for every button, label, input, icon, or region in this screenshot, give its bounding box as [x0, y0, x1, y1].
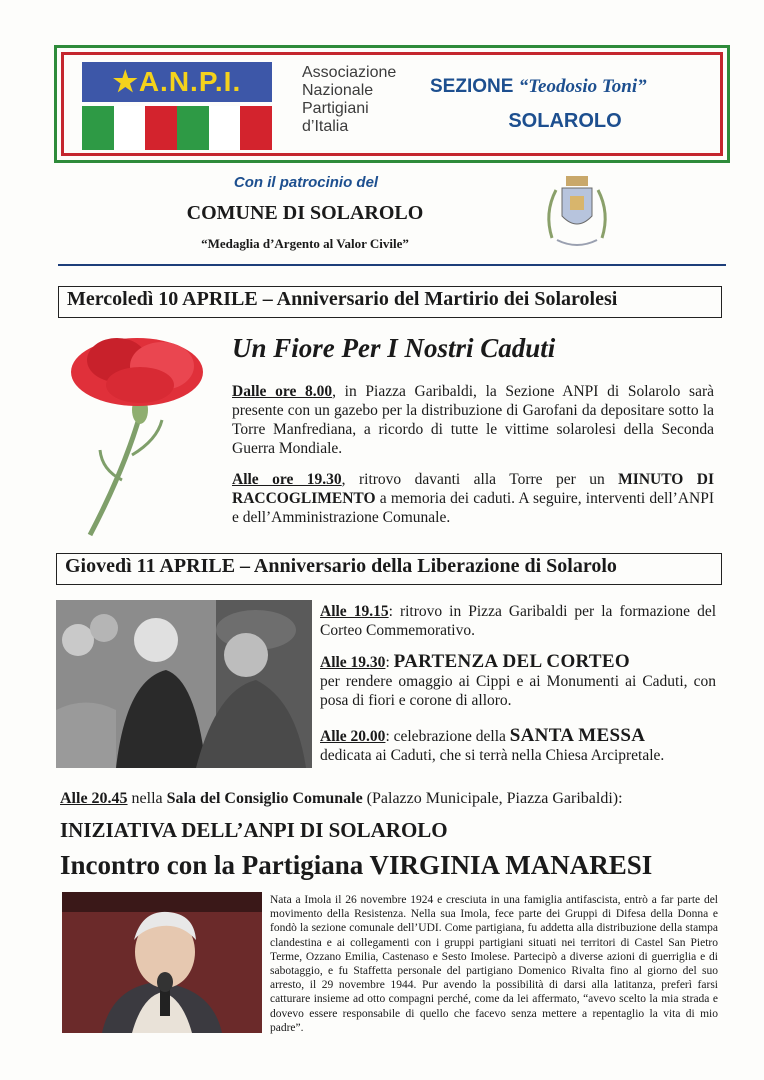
- day1-paragraph-1: Dalle ore 8.00, in Piazza Garibaldi, la Sezione ANPI di Solarolo sarà presente con un gazebo per la distribuzione di Garofani da depositare sotto la Torre Manfrediana, a ricordo di tutte le vittime solarolesi della Seconda Guerra Mondiale.: [232, 383, 714, 457]
- meeting-title: Incontro con la Partigiana VIRGINIA MANARESI: [60, 850, 653, 880]
- town-name: SOLAROLO: [508, 110, 622, 132]
- medal-caption: “Medaglia d’Argento al Valor Civile”: [201, 236, 409, 251]
- evening-intro: Alle 20.45 nella Sala del Consiglio Comunale (Palazzo Municipale, Piazza Garibaldi):: [60, 790, 623, 807]
- day1-banner: Mercoledì 10 APRILE – Anniversario del Martirio dei Solarolesi: [58, 286, 722, 318]
- time-label: Alle ore 19.30: [232, 471, 342, 488]
- time-label: Alle 20.00: [320, 728, 386, 745]
- italian-flag-icon: [82, 106, 272, 150]
- time-label: Alle 19.15: [320, 603, 389, 620]
- liberation-photo: [56, 600, 312, 768]
- day2-item-1: Alle 19.15: ritrovo in Pizza Garibaldi per la formazione del Corteo Commemorativo.: [320, 603, 717, 639]
- association-line-4: d’Italia: [302, 118, 349, 135]
- initiative-title: INIZIATIVA DELL’ANPI DI SOLAROLO: [60, 818, 448, 842]
- association-line-2: Nazionale: [302, 82, 374, 99]
- sezione-title: SEZIONE “Teodosio Toni”: [430, 76, 647, 97]
- association-line-1: Associazione: [302, 64, 397, 81]
- patronage-label: Con il patrocinio del: [233, 174, 379, 191]
- comune-name: COMUNE DI SOLAROLO: [186, 202, 424, 224]
- partisan-biography: Nata a Imola il 26 novembre 1924 e cresciuta in una famiglia antifascista, entrò a far parte del movimento della Resistenza. Nella sua Imola, fece parte dei Gruppi di Difesa della Donna e fondò la sezione comunale dell’UDI. Come partigiana, fu addetta alla distribuzione della stampa clandestina e ai collegamenti con i gruppi partigiani situati nei territori di Castel San Pietro Terme, Ozzano Emilia, Castenaso e Sesto Imolese. Partecipò a diverse azioni di guerriglia e di sabotaggio, e fu Staffetta personale del partigiano Domenico Rivalta fino al giorno del suo arresto, il 29 novembre 1944. Pur avendo la possibilità di darsi alla latitanza, preferì farsi catturare insieme ad otto compagni perché, come da lei affermato, “avevo scelto la mia strada e dovevo essere responsabile di quello che facevo senza mettere a repentaglio la vita di mio padre”.: [270, 894, 718, 1034]
- sezione-name: “Teodosio Toni”: [518, 76, 647, 97]
- partisan-portrait-photo: [62, 892, 262, 1033]
- time-label: Dalle ore 8.00: [232, 383, 333, 400]
- day2-item-2: Alle 19.30: PARTENZA DEL CORTEO per rendere omaggio ai Cippi e ai Monumenti ai Caduti, con posa di fiori e corone di alloro.: [320, 651, 716, 709]
- time-label: Alle 19.30: [320, 654, 386, 671]
- day1-paragraph-2: Alle ore 19.30, ritrovo davanti alla Torre per un MINUTO DI RACCOGLIMENTO a memoria dei caduti. A seguire, interventi dell’ANPI e dell’Amministrazione Comunale.: [232, 471, 715, 526]
- town-crest-icon: [542, 168, 612, 254]
- day2-item-3: Alle 20.00: celebrazione della SANTA MESSA dedicata ai Caduti, che si terrà nella Chiesa Arcipretale.: [320, 725, 665, 764]
- logo-text: ★A.N.P.I.: [112, 66, 242, 97]
- association-line-3: Partigiani: [302, 100, 369, 117]
- day2-banner: Giovedì 11 APRILE – Anniversario della Liberazione di Solarolo: [56, 553, 722, 585]
- anpi-logo: [82, 62, 272, 150]
- carnation-icon: [62, 330, 222, 545]
- event-title: Un Fiore Per I Nostri Caduti: [232, 333, 556, 363]
- time-label: Alle 20.45: [60, 790, 128, 807]
- divider: [58, 264, 726, 266]
